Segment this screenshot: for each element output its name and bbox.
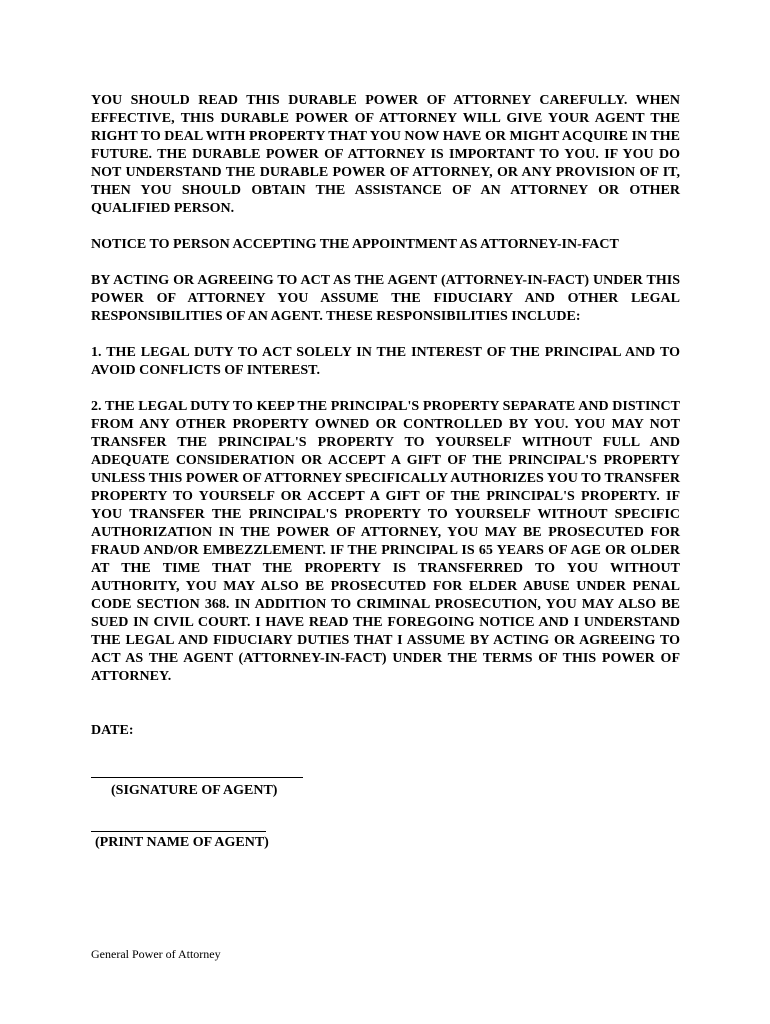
warning-paragraph: YOU SHOULD READ THIS DURABLE POWER OF ATTORNEY CAREFULLY. WHEN EFFECTIVE, THIS DURABLE POWER OF ATTORNEY WILL GIVE YOUR AGENT THE RIGHT TO DEAL WITH PROPERTY THAT YOU NOW HAVE OR MIGHT ACQUIRE IN THE FUTURE. THE DURABLE POWER OF ATTORNEY IS IMPORTANT TO YOU. IF YOU DO NOT UNDERSTAND THE DURABLE POWER OF ATTORNEY, OR ANY PROVISION OF IT, THEN YOU SHOULD OBTAIN THE ASSISTANCE OF AN ATTORNEY OR OTHER QUALIFIED PERSON. [91, 93, 680, 216]
print-name-label: (PRINT NAME OF AGENT) [95, 835, 269, 850]
document-body [91, 92, 680, 852]
print-name-line[interactable] [91, 814, 266, 832]
signature-line[interactable] [91, 760, 303, 778]
date-label: DATE: [91, 723, 134, 738]
signature-label: (SIGNATURE OF AGENT) [111, 783, 278, 798]
page-footer: General Power of Attorney [91, 947, 221, 961]
intro-paragraph: BY ACTING OR AGREEING TO ACT AS THE AGENT (ATTORNEY-IN-FACT) UNDER THIS POWER OF ATTORNEY YOU ASSUME THE FIDUCIARY AND OTHER LEGAL RESPONSIBILITIES OF AN AGENT. THESE RESPONSIBILITIES INCLUDE: [91, 273, 680, 324]
duty-1-paragraph: 1. THE LEGAL DUTY TO ACT SOLELY IN THE INTEREST OF THE PRINCIPAL AND TO AVOID CONFLICTS OF INTEREST. [91, 345, 680, 378]
notice-heading: NOTICE TO PERSON ACCEPTING THE APPOINTMENT AS ATTORNEY-IN-FACT [91, 237, 619, 252]
duty-2-paragraph: 2. THE LEGAL DUTY TO KEEP THE PRINCIPAL'S PROPERTY SEPARATE AND DISTINCT FROM ANY OTHER PROPERTY OWNED OR CONTROLLED BY YOU. YOU MAY NOT TRANSFER THE PRINCIPAL'S PROPERTY TO YOURSELF WITHOUT FULL AND ADEQUATE CONSIDERATION OR ACCEPT A GIFT OF THE PRINCIPAL'S PROPERTY UNLESS THIS POWER OF ATTORNEY SPECIFICALLY AUTHORIZES YOU TO TRANSFER PROPERTY TO YOURSELF OR ACCEPT A GIFT OF THE PRINCIPAL'S PROPERTY. IF YOU TRANSFER THE PRINCIPAL'S PROPERTY TO YOURSELF WITHOUT SPECIFIC AUTHORIZATION IN THE POWER OF ATTORNEY, YOU MAY BE PROSECUTED FOR FRAUD AND/OR EMBEZZLEMENT. IF THE PRINCIPAL IS 65 YEARS OF AGE OR OLDER AT THE TIME THAT THE PROPERTY IS TRANSFERRED TO YOU WITHOUT AUTHORITY, YOU MAY ALSO BE PROSECUTED FOR ELDER ABUSE UNDER PENAL CODE SECTION 368. IN ADDITION TO CRIMINAL PROSECUTION, YOU MAY ALSO BE SUED IN CIVIL COURT. I HAVE READ THE FOREGOING NOTICE AND I UNDERSTAND THE LEGAL AND FIDUCIARY DUTIES THAT I ASSUME BY ACTING OR AGREEING TO ACT AS THE AGENT (ATTORNEY-IN-FACT) UNDER THE TERMS OF THIS POWER OF ATTORNEY. [91, 399, 680, 684]
